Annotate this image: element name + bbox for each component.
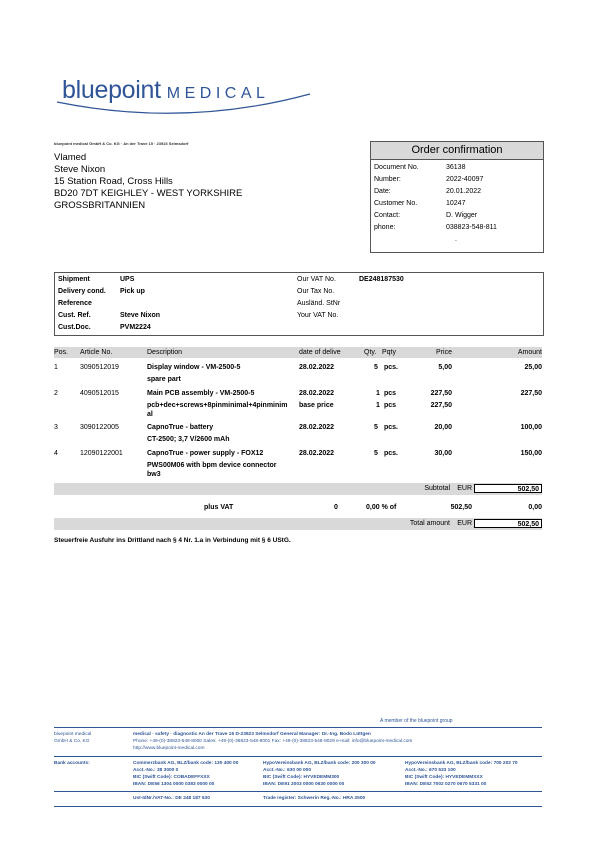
footer-contact xyxy=(133,731,412,752)
row-extra-qty: 1 xyxy=(376,402,380,409)
bank-line: IBAN: DE56 1304 0000 0383 0000 00 xyxy=(133,782,215,787)
our-vat-label: Our VAT No. xyxy=(297,276,336,283)
row-qty: 1 xyxy=(376,390,380,397)
footer-company-line: bluepoint medical xyxy=(54,732,92,737)
row-amount: 25,00 xyxy=(524,364,542,371)
date-value: 20.01.2022 xyxy=(446,188,482,195)
row-desc: PWS00M06 with bpm device connector xyxy=(147,462,277,469)
bank-line: HypoVereinsbank AG, BLZ/bank code: 200 300 00 xyxy=(263,761,376,766)
phone-label: phone: xyxy=(374,224,396,231)
row-price: 5,00 xyxy=(438,364,452,371)
footer-company xyxy=(54,731,91,745)
contact-value: D. Wigger xyxy=(446,212,478,219)
row-article: 3090122005 xyxy=(80,424,119,431)
row-article: 4090512015 xyxy=(80,390,119,397)
bank-line: BIC (Swift Code): HYVEDEMMXXX xyxy=(405,775,483,780)
subtotal-label: Subtotal xyxy=(424,485,450,492)
delivery-cond-label: Delivery cond. xyxy=(58,288,106,295)
recipient-address xyxy=(54,152,242,212)
cust-ref-label: Cust. Ref. xyxy=(58,312,91,319)
row-article: 12090122001 xyxy=(80,450,123,457)
col-description: Description xyxy=(147,349,183,356)
bank-account-3 xyxy=(405,760,518,788)
total-value: 502,50 xyxy=(474,519,542,528)
sender-line: bluepoint medical GmbH & Co. KG · An der Trave 15 · 23923 Selmsdorf xyxy=(54,141,189,146)
logo-swoosh-icon xyxy=(55,88,315,128)
row-desc: CapnoTrue - battery xyxy=(147,424,214,431)
row-price: 227,50 xyxy=(430,390,452,397)
recipient-line: BD20 7DT KEIGHLEY - WEST YORKSHIRE xyxy=(54,188,243,199)
bank-account-2 xyxy=(263,760,376,788)
customer-no-label: Customer No. xyxy=(374,200,418,207)
recipient-line: Steve Nixon xyxy=(54,164,106,175)
row-extra-price: 227,50 xyxy=(430,402,452,409)
cust-doc-label: Cust.Doc. xyxy=(58,324,91,331)
row-unit: pcs. xyxy=(384,450,399,457)
row-pos: 2 xyxy=(54,390,58,397)
row-desc: Main PCB assembly - VM-2500-5 xyxy=(147,390,255,397)
shipment-value: UPS xyxy=(120,276,135,283)
bank-line: BIC (Swift Code): COBADEFFXXX xyxy=(133,775,210,780)
phone-value: 038823-548-811 xyxy=(446,224,497,231)
cust-ref-value: Steve Nixon xyxy=(120,312,161,319)
col-article: Article No. xyxy=(80,349,113,356)
trade-register: Trade register: Schwerin Reg.-No.: HRA 2500 xyxy=(263,796,366,801)
customer-no-value: 10247 xyxy=(446,200,466,207)
shipment-label: Shipment xyxy=(58,276,90,283)
bank-line: BIC (Swift Code): HYVEDEMM300 xyxy=(263,775,340,780)
row-date: 28.02.2022 xyxy=(299,424,335,431)
footer-divider xyxy=(54,806,542,807)
row-unit: pcs xyxy=(384,390,397,397)
row-desc: spare part xyxy=(147,376,181,383)
contact-label: Contact: xyxy=(374,212,401,219)
footer-divider xyxy=(54,756,542,757)
row-article: 3090512019 xyxy=(80,364,119,371)
footer-divider xyxy=(54,791,542,792)
col-pos: Pos. xyxy=(54,349,69,356)
col-unit: Pqty xyxy=(382,349,397,356)
your-vat-label: Your VAT No. xyxy=(297,312,339,319)
footer-contact-line: medical · safety · diagnostic An der Trave 15 D-23923 Selmsdorf General Manager: Dr.-Ing. Bodo Lüttgen xyxy=(133,732,371,737)
bank-line: Acct.-No.: 670 533 100 xyxy=(405,768,456,773)
row-desc: bw3 xyxy=(147,471,161,478)
total-bar xyxy=(54,518,542,530)
recipient-line: GROSSBRITANNIEN xyxy=(54,200,146,211)
row-desc: al xyxy=(147,411,153,418)
bank-account-1 xyxy=(133,760,238,788)
col-amount: Amount xyxy=(517,349,542,356)
footer-contact-line: http://www.bluepoint-medical.com xyxy=(133,746,205,751)
row-price: 20,00 xyxy=(434,424,452,431)
bank-line: Acct.-No.: 630 00 000 xyxy=(263,768,311,773)
row-date: 28.02.2022 xyxy=(299,390,335,397)
items-table-header xyxy=(54,347,542,358)
row-extra-unit: pcs xyxy=(384,402,397,409)
logo-sub-text: MEDICAL xyxy=(166,85,270,102)
vat-net: 502,50 xyxy=(450,504,472,511)
row-pos: 1 xyxy=(54,364,58,371)
row-amount: 227,50 xyxy=(520,390,542,397)
col-date: date of delive xyxy=(299,349,341,356)
row-unit: pcs. xyxy=(384,364,399,371)
tax-note: Steuerfreie Ausfuhr ins Drittland nach § 4 Nr. 1.a in Verbindung mit § 6 UStG. xyxy=(54,537,291,544)
logo-main-text: bluepoint xyxy=(62,76,161,104)
order-info-box xyxy=(370,141,544,253)
row-amount: 100,00 xyxy=(520,424,542,431)
col-qty: Qty. xyxy=(364,349,377,356)
reference-label: Reference xyxy=(58,300,92,307)
row-desc: CapnoTrue - power supply - FOX12 xyxy=(147,450,264,457)
vat-base: 0 xyxy=(334,504,338,511)
row-qty: 5 xyxy=(374,424,378,431)
recipient-line: Vlamed xyxy=(54,152,87,163)
total-label: Total amount xyxy=(409,520,450,527)
row-amount: 150,00 xyxy=(520,450,542,457)
row-desc: CT-2500; 3,7 V/2600 mAh xyxy=(147,436,230,443)
footer-divider xyxy=(54,727,542,728)
vat-amount: 0,00 xyxy=(528,504,542,511)
bank-line: Acct.-No.: 38 3000 0 xyxy=(133,768,179,773)
row-pos: 3 xyxy=(54,424,58,431)
doc-no-value: 36138 xyxy=(446,164,466,171)
group-tagline: A member of the bluepoint group xyxy=(380,718,453,724)
col-price: Price xyxy=(436,349,452,356)
recipient-line: 15 Station Road, Cross Hills xyxy=(54,176,173,187)
vat-rate: 0,00 % of xyxy=(366,504,397,511)
row-date: 28.02.2022 xyxy=(299,450,335,457)
number-value: 2022-40097 xyxy=(446,176,484,183)
our-vat-value: DE248187530 xyxy=(359,276,404,283)
row-pos: 4 xyxy=(54,450,58,457)
bank-line: Commerzbank AG, BLZ/bank code: 130 400 00 xyxy=(133,761,239,766)
our-tax-label: Our Tax No. xyxy=(297,288,335,295)
doc-no-label: Document No. xyxy=(374,164,419,171)
row-date: 28.02.2022 xyxy=(299,364,335,371)
footer-company-line: GmbH & Co. KG xyxy=(54,739,90,744)
order-dot: . xyxy=(455,236,457,243)
row-unit: pcs. xyxy=(384,424,399,431)
subtotal-currency: EUR xyxy=(457,485,472,492)
subtotal-value: 502,50 xyxy=(474,484,542,493)
delivery-cond-value: Pick up xyxy=(120,288,145,295)
total-currency: EUR xyxy=(457,520,472,527)
bank-line: HypoVereinsbank AG, BLZ/bank code: 700 202 70 xyxy=(405,761,518,766)
shipment-box xyxy=(54,272,544,336)
foreign-tax-label: Ausländ. StNr xyxy=(297,300,341,307)
date-label: Date: xyxy=(374,188,391,195)
row-desc: Display window - VM-2500-5 xyxy=(147,364,241,371)
bank-line: IBAN: DE91 2003 0000 0630 0000 00 xyxy=(263,782,345,787)
bank-label: Bank accounts: xyxy=(54,761,90,766)
row-price: 30,00 xyxy=(434,450,452,457)
cust-doc-value: PVM2224 xyxy=(120,324,151,331)
row-extra-label: base price xyxy=(299,402,334,409)
vat-registration: Ust-IdNr./VAT-No.: DE 248 187 530 xyxy=(133,796,210,801)
subtotal-bar xyxy=(54,483,542,495)
row-qty: 5 xyxy=(374,364,378,371)
row-desc: pcb+dec+screws+8pinminimal+4pinminim xyxy=(147,402,288,409)
row-qty: 5 xyxy=(374,450,378,457)
number-label: Number: xyxy=(374,176,401,183)
order-title: Order confirmation xyxy=(371,142,543,160)
footer-contact-line: Phone: +49-(0)-38823-548-8000 Sales: +49-(0)-38823-548-8001 Fax: +49-(0)-38823-548-8029 e-mail: info@bluepoint-medical.com xyxy=(133,739,413,744)
bank-line: IBAN: DE52 7002 0270 0670 5331 00 xyxy=(405,782,487,787)
vat-label: plus VAT xyxy=(204,504,234,511)
